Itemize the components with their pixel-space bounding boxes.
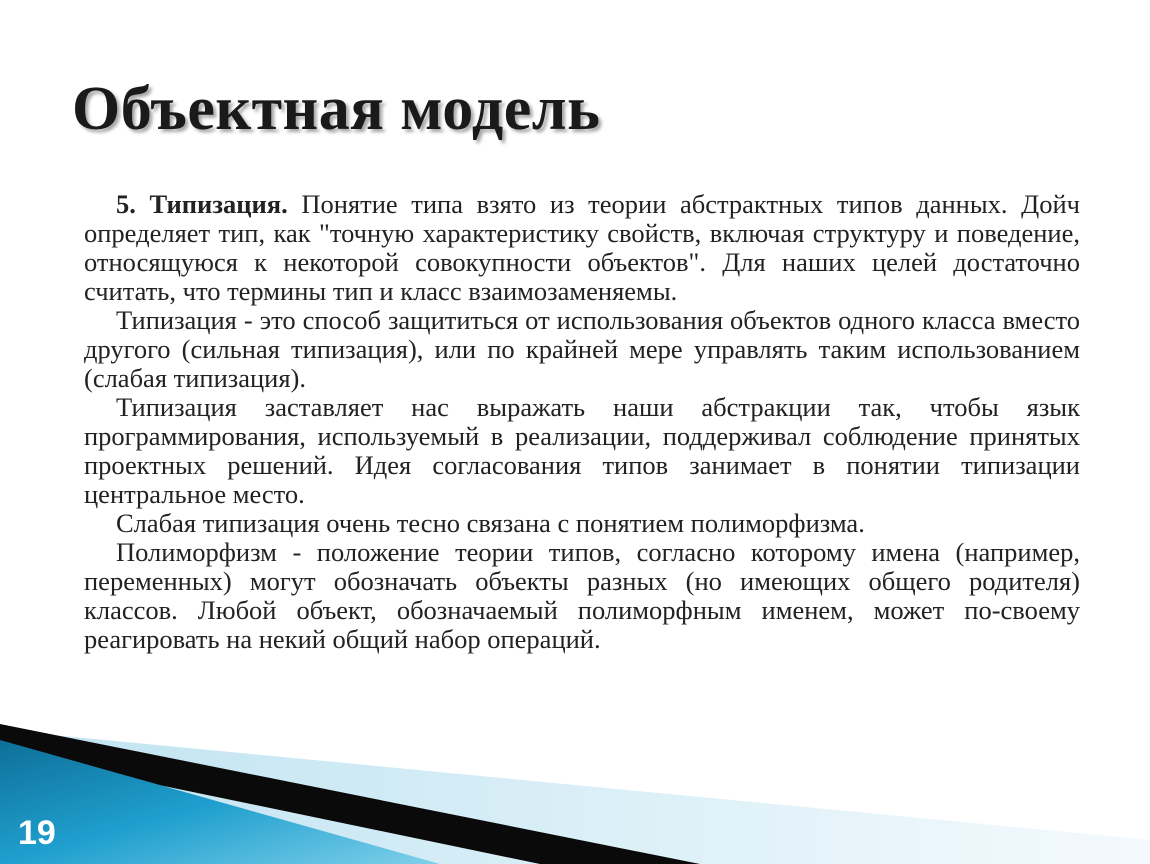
slide-body <box>84 190 1080 654</box>
paragraph-lead: 5. Типизация. <box>116 189 288 219</box>
paragraph-typing-abstractions: Типизация заставляет нас выражать наши абстракции так, чтобы язык программирования, используемый в реализации, поддерживал соблюдение принятых проектных решений. Идея согласования типов занимает в понятии типизации центральное место. <box>84 392 1080 509</box>
corner-decoration <box>0 700 1150 864</box>
paragraph-text: Понятие типа взято из теории абстрактных типов данных. Дойч определяет тип, как "точную характеристику свойств, включая структуру и поведение, относящуюся к некоторой совокупности объектов". Для наших целей достаточно считать, что термины тип и класс взаимозаменяемы. <box>84 189 1080 306</box>
paragraph-typing-protection: Типизация - это способ защититься от использования объектов одного класса вместо другого (сильная типизация), или по крайней мере управлять таким использованием (слабая типизация). <box>84 305 1080 393</box>
page-number: 19 <box>18 814 56 852</box>
paragraph-weak-typing: Слабая типизация очень тесно связана с понятием полиморфизма. <box>116 508 865 538</box>
paragraph-polymorphism: Полиморфизм - положение теории типов, согласно которому имена (например, переменных) могут обозначать объекты разных (но имеющих общего родителя) классов. Любой объект, обозначаемый полиморфным именем, может по-своему реагировать на некий общий набор операций. <box>84 537 1080 654</box>
paragraph-typing-definition <box>84 190 1080 306</box>
slide-title: Объектная модель <box>72 75 601 143</box>
